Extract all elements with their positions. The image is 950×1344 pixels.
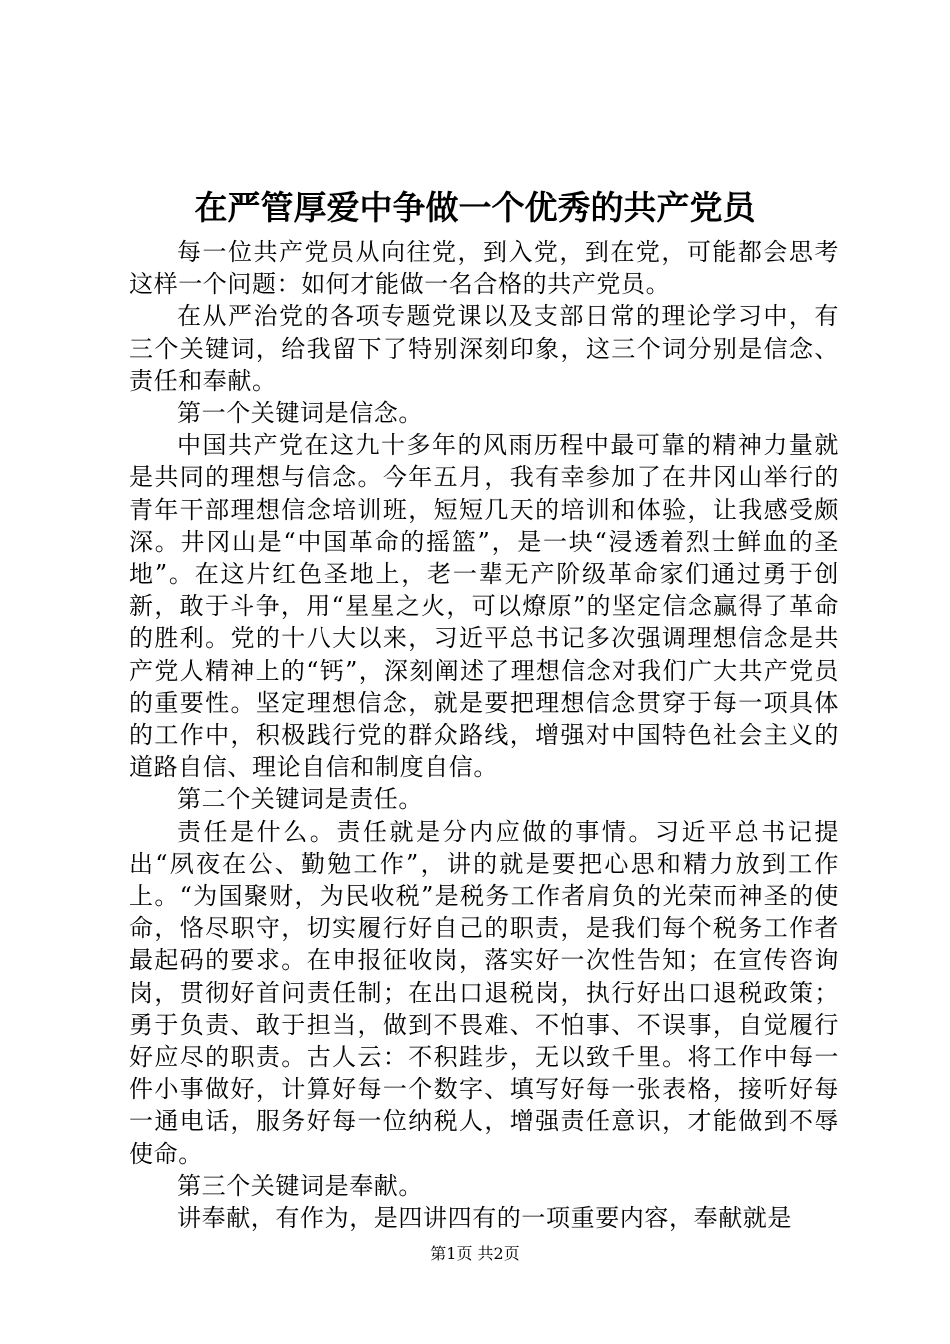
document-title: 在严管厚爱中争做一个优秀的共产党员 xyxy=(194,188,756,227)
paragraph-heading-dedication: 第三个关键词是奉献。 xyxy=(177,1171,423,1200)
paragraph-intro: 每一位共产党员从向往党，到入党，到在党，可能都会思考这样一个问题：如何才能做一名合格的共产党员。 xyxy=(129,238,839,299)
paragraph-heading-belief: 第一个关键词是信念。 xyxy=(177,399,423,428)
paragraph-keywords: 在从严治党的各项专题党课以及支部日常的理论学习中，有三个关键词，给我留下了特别深刻印象，这三个词分别是信念、责任和奉献。 xyxy=(129,302,839,395)
paragraph-responsibility: 责任是什么。责任就是分内应做的事情。习近平总书记提出“夙夜在公、勤勉工作”，讲的就是要把心思和精力放到工作上。“为国聚财，为民收税”是税务工作者肩负的光荣而神圣的使命，恪尽职守，切实履行好自己的职责，是我们每个税务工作者最起码的要求。在申报征收岗，落实好一次性告知；在宣传咨询岗，贯彻好首问责任制；在出口退税岗，执行好出口退税政策；勇于负责、敢于担当，做到不畏难、不怕事、不误事，自觉履行好应尽的职责。古人云：不积跬步，无以致千里。将工作中每一件小事做好，计算好每一个数字、填写好每一张表格，接听好每一通电话，服务好每一位纳税人，增强责任意识，才能做到不辱使命。 xyxy=(129,817,839,1168)
page-footer: 第1页 共2页 xyxy=(430,1244,520,1263)
paragraph-dedication: 讲奉献，有作为，是四讲四有的一项重要内容，奉献就是 xyxy=(177,1204,792,1233)
document-body xyxy=(129,236,839,1234)
paragraph-heading-responsibility: 第二个关键词是责任。 xyxy=(177,785,423,814)
paragraph-belief: 中国共产党在这九十多年的风雨历程中最可靠的精神力量就是共同的理想与信念。今年五月，我有幸参加了在井冈山举行的青年干部理想信念培训班，短短几天的培训和体验，让我感受颇深。井冈山是“中国革命的摇篮”，是一块“浸透着烈士鲜血的圣地”。在这片红色圣地上，老一辈无产阶级革命家们通过勇于创新，敢于斗争，用“星星之火，可以燎原”的坚定信念赢得了革命的胜利。党的十八大以来，习近平总书记多次强调理想信念是共产党人精神上的“钙”，深刻阐述了理想信念对我们广大共产党员的重要性。坚定理想信念，就是要把理想信念贯穿于每一项具体的工作中，积极践行党的群众路线，增强对中国特色社会主义的道路自信、理论自信和制度自信。 xyxy=(129,431,839,782)
